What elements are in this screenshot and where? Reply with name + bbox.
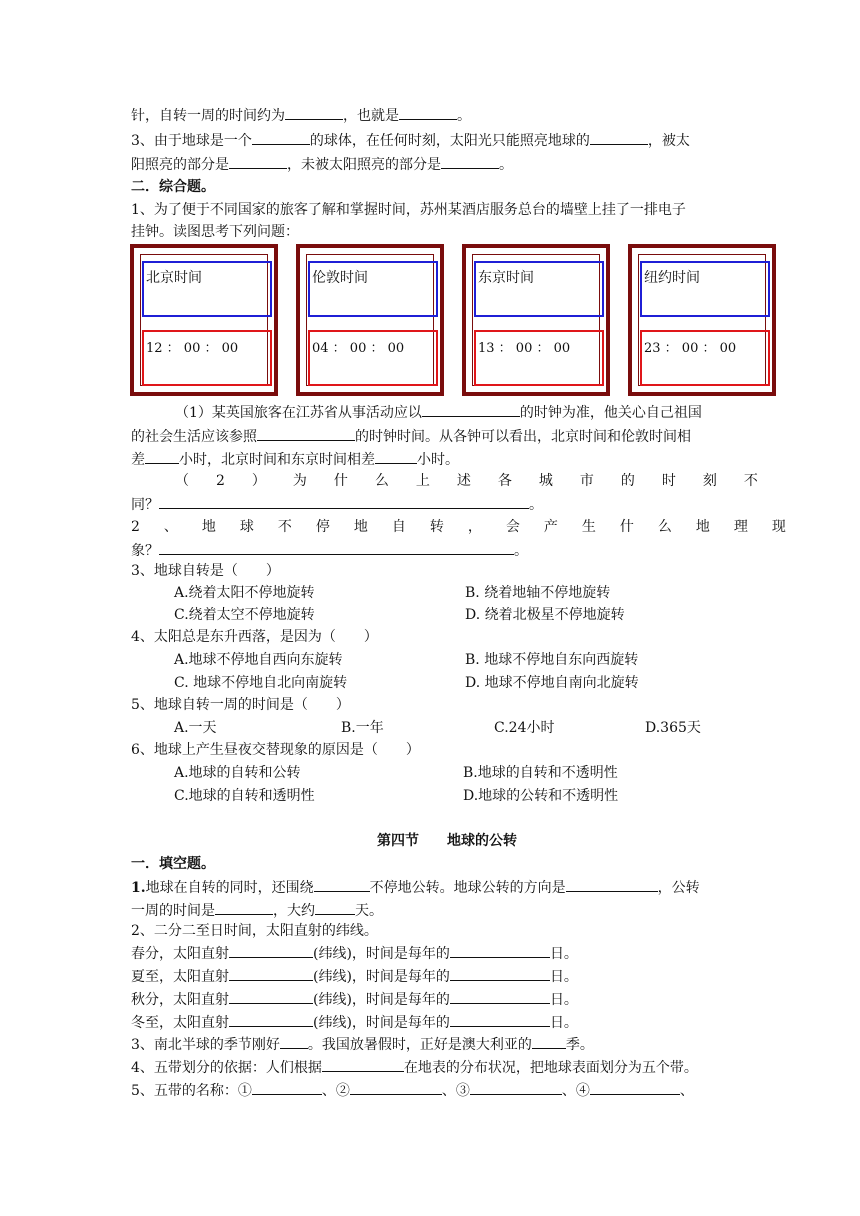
clock-time: 12 ： 00 ： 00 — [142, 330, 272, 386]
text-line: 一周的时间是 ，大约 天。 — [131, 900, 383, 921]
option: C.绕着太空不停地旋转 — [174, 607, 315, 623]
option: D.地球的公转和不透明性 — [463, 788, 619, 804]
option: A.地球的自转和公转 — [174, 765, 301, 781]
question-text: 5、地球自转一周的时间是（ ） — [131, 697, 350, 713]
text-line: 差 小时，北京时间和东京时间相差 小时。 — [131, 449, 459, 470]
option: C.24小时 — [494, 720, 555, 736]
clock-time: 04 ： 00 ： 00 — [308, 330, 438, 386]
option: D.365天 — [645, 720, 701, 736]
text-line: 象？ 。 — [131, 540, 528, 561]
text-line: 阳照亮的部分是 ，未被太阳照亮的部分是 。 — [131, 154, 513, 175]
clock-city: 北京时间 — [142, 261, 272, 317]
text-line: 同？ 。 — [131, 494, 543, 515]
clock-tokyo — [462, 244, 610, 396]
clock-beijing — [130, 244, 278, 396]
option: D. 绕着北极星不停地旋转 — [465, 607, 625, 623]
clock-newyork — [628, 244, 776, 396]
text-line: 3、由于地球是一个 的球体，在任何时刻，太阳光只能照亮地球的 ，被太 — [131, 130, 690, 151]
option: B.一年 — [341, 720, 384, 736]
section-heading: 二．综合题。 — [131, 179, 215, 195]
section-heading: 一．填空题。 — [131, 856, 215, 872]
text-line: 2、地球不停地自转，会产生什么地理现 — [131, 519, 810, 535]
option: D. 地球不停地自南向北旋转 — [465, 675, 639, 691]
text-line: 5、五带的名称：① 、② 、③ 、④ 、 — [131, 1080, 694, 1101]
text-line: （1）某英国旅客在江苏省从事活动应以 的时钟为准，他关心自己祖国 — [175, 402, 702, 423]
text-line: 1.地球在自转的同时，还围绕 不停地公转。地球公转的方向是 ，公转 — [131, 877, 700, 898]
option: A.绕着太阳不停地旋转 — [174, 585, 315, 601]
clock-time: 23 ： 00 ： 00 — [640, 330, 770, 386]
option: B. 地球不停地自东向西旋转 — [465, 652, 639, 668]
clock-london — [296, 244, 444, 396]
clock-city: 纽约时间 — [640, 261, 770, 317]
clock-city: 伦敦时间 — [308, 261, 438, 317]
text-line: 3、南北半球的季节刚好 。我国放暑假时，正好是澳大利亚的 季。 — [131, 1034, 594, 1055]
text-line: （2）为什么上述各城市的时刻不 — [175, 473, 785, 489]
text-line: 4、五带划分的依据：人们根据 在地表的分布状况，把地球表面划分为五个带。 — [131, 1057, 698, 1078]
option: C. 地球不停地自北向南旋转 — [174, 675, 348, 691]
question-text: 3、地球自转是（ ） — [131, 563, 280, 579]
clock-city: 东京时间 — [474, 261, 604, 317]
option: A.一天 — [174, 720, 217, 736]
section-title: 第四节 地球的公转 — [377, 833, 517, 849]
text-line: 夏至，太阳直射 (纬线)，时间是每年的 日。 — [131, 966, 578, 987]
text-line: 的社会生活应该参照 的时钟时间。从各钟可以看出，北京时间和伦敦时间相 — [131, 426, 691, 447]
question-text: 6、地球上产生昼夜交替现象的原因是（ ） — [131, 742, 420, 758]
question-text: 1、为了便于不同国家的旅客了解和掌握时间，苏州某酒店服务总台的墙壁上挂了一排电子 — [131, 202, 686, 218]
option: C.地球的自转和透明性 — [174, 788, 315, 804]
option: B.地球的自转和不透明性 — [463, 765, 618, 781]
question-text: 4、太阳总是东升西落，是因为（ ） — [131, 629, 378, 645]
text-line: 2、二分二至日时间，太阳直射的纬线。 — [131, 923, 378, 939]
clock-time: 13 ： 00 ： 00 — [474, 330, 604, 386]
text-line: 针，自转一周的时间约为 ，也就是 。 — [131, 105, 471, 126]
text-line: 秋分，太阳直射 (纬线)，时间是每年的 日。 — [131, 989, 578, 1010]
text-line: 春分，太阳直射 (纬线)，时间是每年的 日。 — [131, 943, 578, 964]
text-line: 冬至，太阳直射 (纬线)，时间是每年的 日。 — [131, 1012, 578, 1033]
option: B. 绕着地轴不停地旋转 — [465, 585, 611, 601]
question-text: 挂钟。读图思考下列问题： — [131, 224, 299, 240]
option: A.地球不停地自西向东旋转 — [174, 652, 343, 668]
